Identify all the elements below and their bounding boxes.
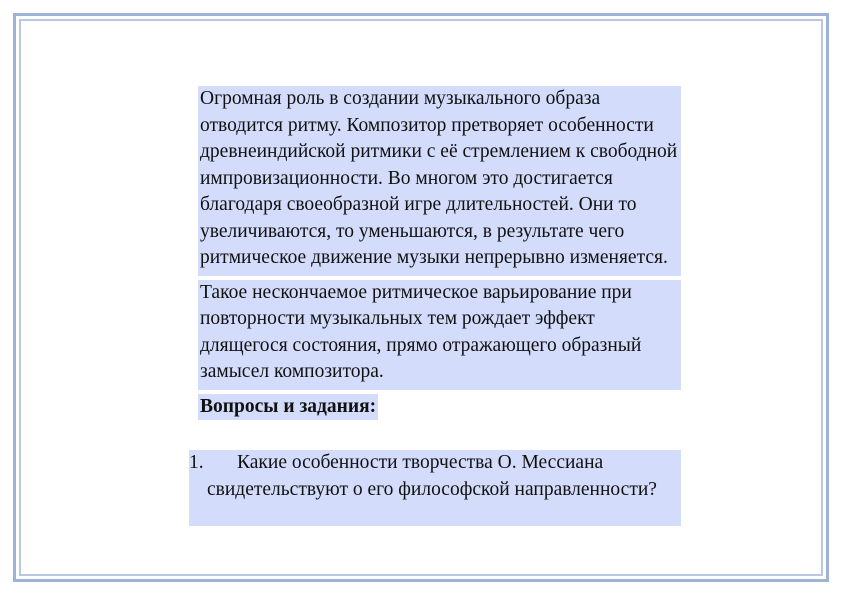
section-heading: Вопросы и задания: — [198, 394, 378, 421]
question-first-line — [189, 450, 603, 477]
question-number: 1. — [189, 452, 204, 473]
text-block — [198, 86, 681, 420]
question-text-continuation: свидетельствуют о его философской направленности? — [207, 478, 657, 500]
paragraph-variation: Такое нескончаемое ритмическое варьирование при повторности музыкальных тем рождает эффект длящегося состояния, прямо отражающего образный замысел композитора. — [198, 280, 681, 390]
question-text-start: Какие особенности творчества О. Мессиана — [237, 452, 604, 473]
paragraph-rhythm: Огромная роль в создании музыкального образа отводится ритму. Композитор претворяет особенности древнеиндийской ритмики с её стремлением к свободной импровизационности. Во многом это достигается благодаря своеобразной игре длительностей. Они то увеличиваются, то уменьшаются, в результате чего ритмическое движение музыки непрерывно изменяется. — [198, 86, 681, 276]
question-item — [189, 450, 681, 526]
